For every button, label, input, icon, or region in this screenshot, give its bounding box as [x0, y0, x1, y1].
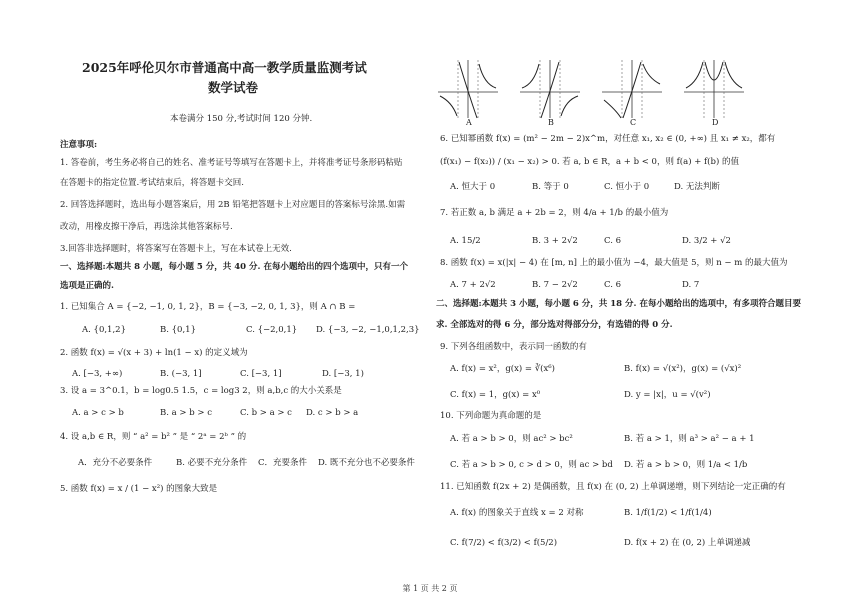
q2-option-c: C. [−3, 1]: [240, 369, 282, 379]
graph-c: [602, 60, 662, 118]
question-1: 1. 已知集合 A = {−2, −1, 0, 1, 2}，B = {−3, −2, 0, 1, 3}，则 A ∩ B =: [60, 302, 356, 312]
question-6-cont: (f(x₁) − f(x₂)) / (x₁ − x₂) > 0. 若 a, b ∈ R，a + b < 0，则 f(a) + f(b) 的值: [440, 157, 739, 167]
q1-option-d: D. {−3, −2, −1,0,1,2,3}: [316, 325, 420, 335]
q7-option-b: B. 3 + 2√2: [532, 236, 578, 246]
q9-option-c: C. f(x) = 1，g(x) = x⁰: [450, 390, 541, 400]
q3-option-b: B. a > b > c: [160, 408, 212, 418]
q10-option-b: B. 若 a > 1，则 a³ > a² − a + 1: [624, 434, 755, 444]
section1-heading-cont: 选项是正确的.: [60, 281, 114, 291]
graph-d: [684, 60, 744, 118]
q11-option-d: D. f(x + 2) 在 (0, 2) 上单调递减: [624, 538, 751, 548]
question-7: 7. 若正数 a, b 满足 a + 2b = 2，则 4/a + 1/b 的最小值为: [440, 208, 669, 218]
q8-option-b: B. 7 − 2√2: [532, 280, 578, 290]
q2-option-d: D. [−3, 1): [322, 369, 364, 379]
q9-option-a: A. f(x) = x²，g(x) = ∛(x⁶): [450, 364, 555, 374]
q5-graphs: [436, 58, 836, 120]
q7-option-a: A. 15/2: [450, 236, 481, 246]
graph-a: [438, 60, 498, 118]
exam-meta: 本卷满分 150 分,考试时间 120 分钟.: [170, 114, 313, 124]
q6-option-a: A. 恒大于 0: [450, 182, 496, 192]
note-line: 改动，用橡皮擦干净后，再选涂其他答案标号.: [60, 222, 233, 232]
q2-option-b: B. (−3, 1]: [160, 369, 202, 379]
q9-option-d: D. y = |x|，u = √(v²): [624, 390, 711, 400]
question-5: 5. 函数 f(x) = x / (1 − x²) 的图象大致是: [60, 484, 218, 494]
q7-option-c: C. 6: [604, 236, 622, 246]
graph-label-d: D: [712, 118, 719, 127]
graph-label-a: A: [466, 118, 472, 127]
note-line: 2. 回答选择题时，选出每小题答案后，用 2B 铅笔把答题卡上对应题目的答案标号涂黑.如需: [60, 200, 406, 210]
note-line: 1. 答卷前，考生务必将自己的姓名、准考证号等填写在答题卡上，并将准考证号条形码粘贴: [60, 158, 403, 168]
q4-option-c: C．充要条件: [258, 458, 308, 468]
page-footer: 第 1 页 共 2 页: [402, 584, 458, 593]
graph-label-b: B: [548, 118, 554, 127]
q4-option-d: D. 既不充分也不必要条件: [318, 458, 415, 468]
q4-option-b: B. 必要不充分条件: [176, 458, 248, 468]
q10-option-d: D. 若 a > b > 0，则 1/a < 1/b: [624, 460, 748, 470]
q6-option-b: B. 等于 0: [532, 182, 569, 192]
graph-b: [520, 60, 580, 118]
q2-option-a: A. [−3, +∞): [72, 369, 123, 379]
question-3: 3. 设 a = 3^0.1，b = log0.5 1.5，c = log3 2，则 a,b,c 的大小关系是: [60, 386, 342, 396]
q8-option-c: C. 6: [604, 280, 622, 290]
q9-option-b: B. f(x) = √(x²)，g(x) = (√x)²: [624, 364, 742, 374]
q11-option-c: C. f(7/2) < f(3/2) < f(5/2): [450, 538, 558, 548]
q10-option-c: C. 若 a > b > 0, c > d > 0，则 ac > bd: [450, 460, 613, 470]
q1-option-c: C. {−2,0,1}: [246, 325, 298, 335]
exam-title: 2025年呼伦贝尔市普通高中高一教学质量监测考试: [82, 60, 367, 75]
q11-option-b: B. 1/f(1/2) < 1/f(1/4): [624, 508, 712, 518]
note-line: 3.回答非选择题时，将答案写在答题卡上，写在本试卷上无效.: [60, 244, 292, 254]
q1-option-b: B. {0,1}: [160, 325, 196, 335]
exam-subtitle: 数学试卷: [208, 80, 259, 95]
q6-option-c: C. 恒小于 0: [604, 182, 650, 192]
note-line: 在答题卡的指定位置.考试结束后，将答题卡交回.: [60, 178, 244, 188]
q3-option-c: C. b > a > c: [240, 408, 292, 418]
q7-option-d: D. 3/2 + √2: [682, 236, 731, 246]
q4-option-a: A．充分不必要条件: [78, 458, 153, 468]
section2-heading-cont: 求. 全部选对的得 6 分，部分选对得部分分，有选错的得 0 分.: [436, 320, 673, 330]
section1-heading: 一、选择题:本题共 8 小题，每小题 5 分，共 40 分. 在每小题给出的四个选项中，只有一个: [60, 262, 408, 272]
q8-option-d: D. 7: [682, 280, 700, 290]
q3-option-a: A. a > c > b: [72, 408, 124, 418]
question-10: 10. 下列命题为真命题的是: [440, 411, 542, 421]
question-4: 4. 设 a,b ∈ R，则 “ a² = b² ” 是 “ 2ᵃ = 2ᵇ ” 的: [60, 432, 247, 442]
question-8: 8. 函数 f(x) = x(|x| − 4) 在 [m, n] 上的最小值为 −4，最大值是 5，则 n − m 的最大值为: [440, 258, 788, 268]
graph-label-c: C: [630, 118, 637, 127]
notes-heading: 注意事项:: [60, 140, 98, 150]
q11-option-a: A. f(x) 的图象关于直线 x = 2 对称: [450, 508, 584, 518]
question-6: 6. 已知幂函数 f(x) = (m² − 2m − 2)x^m，对任意 x₁, x₂ ∈ (0, +∞) 且 x₁ ≠ x₂，都有: [440, 134, 776, 144]
question-9: 9. 下列各组函数中，表示同一函数的有: [440, 342, 587, 352]
question-2: 2. 函数 f(x) = √(x + 3) + ln(1 − x) 的定义域为: [60, 348, 248, 358]
q3-option-d: D. c > b > a: [306, 408, 359, 418]
q10-option-a: A. 若 a > b > 0，则 ac² > bc²: [450, 434, 573, 444]
question-11: 11. 已知函数 f(2x + 2) 是偶函数，且 f(x) 在 (0, 2) 上单调递增，则下列结论一定正确的有: [440, 482, 786, 492]
section2-heading: 二、选择题:本题共 3 小题，每小题 6 分，共 18 分. 在每小题给出的选项中，有多项符合题目要: [436, 299, 801, 309]
q8-option-a: A. 7 + 2√2: [450, 280, 496, 290]
q1-option-a: A. {0,1,2}: [82, 325, 126, 335]
q6-option-d: D. 无法判断: [674, 182, 720, 192]
